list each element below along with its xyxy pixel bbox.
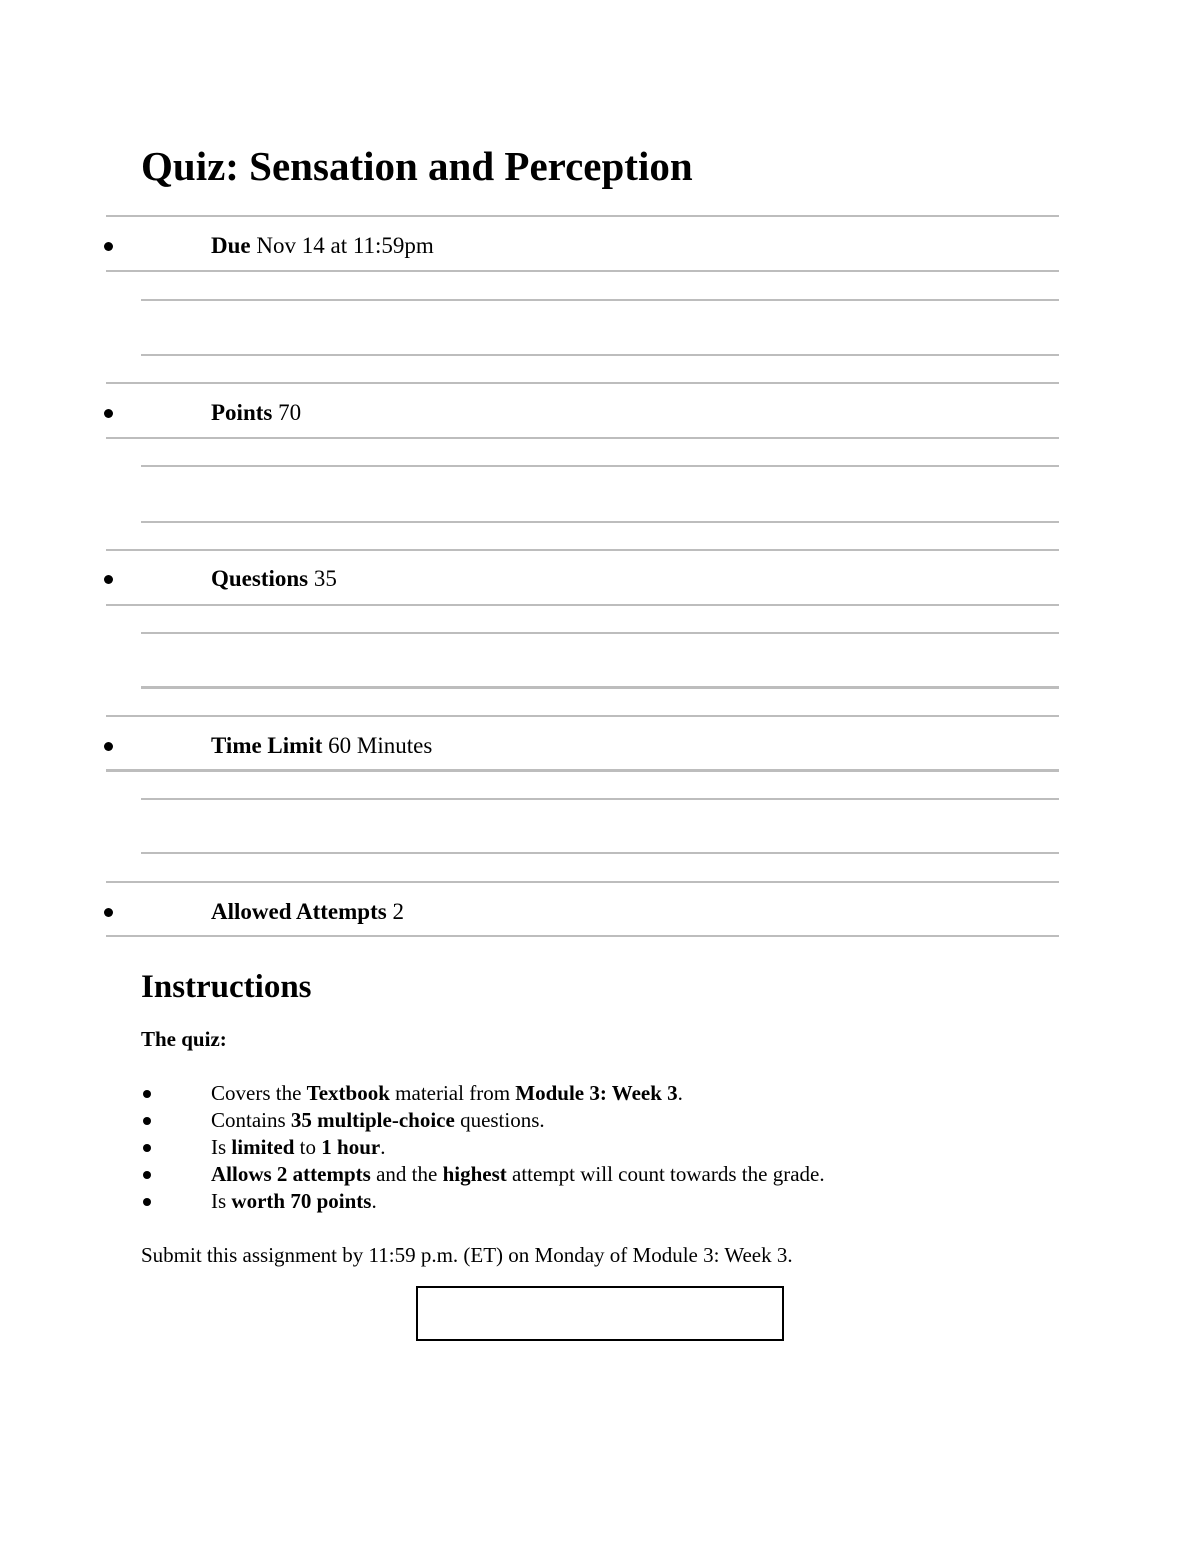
detail-due <box>0 230 1100 262</box>
text-run: Covers the <box>211 1081 307 1105</box>
detail-time-limit <box>0 730 1100 762</box>
empty-box <box>416 1286 784 1341</box>
text-run: questions. <box>454 1108 545 1132</box>
bullet-icon <box>104 575 113 584</box>
page-title: Quiz: Sensation and Perception <box>141 143 693 189</box>
bold-text: Allows 2 attempts <box>211 1162 371 1186</box>
detail-value: 2 <box>392 899 404 924</box>
divider <box>141 299 1059 301</box>
divider <box>106 549 1059 551</box>
divider <box>141 798 1059 800</box>
text-run: attempt will count towards the grade. <box>506 1162 825 1186</box>
quiz-intro: The quiz: <box>141 1027 227 1051</box>
text-run: . <box>380 1135 386 1159</box>
bullet-icon <box>104 742 113 751</box>
divider <box>141 521 1059 523</box>
detail-value: 70 <box>278 400 302 425</box>
bold-text: highest <box>442 1162 507 1186</box>
bullet-icon <box>143 1090 151 1098</box>
divider <box>106 715 1059 717</box>
detail-points <box>0 397 1100 429</box>
bullet-icon <box>143 1171 151 1179</box>
bold-text: worth 70 points <box>231 1189 372 1213</box>
detail-questions <box>0 563 1100 595</box>
detail-value: Nov 14 at 11:59pm <box>256 233 434 258</box>
detail-allowed-attempts <box>0 896 1100 928</box>
instructions-list <box>0 1080 1100 1215</box>
list-item-text <box>211 1107 545 1134</box>
divider <box>106 604 1059 606</box>
bullet-icon <box>143 1144 151 1152</box>
list-item-text <box>211 1188 377 1215</box>
divider <box>106 769 1059 772</box>
bold-text: 1 hour <box>321 1135 381 1159</box>
list-item <box>0 1188 1100 1215</box>
detail-label: Time Limit <box>211 733 323 758</box>
list-item <box>0 1134 1100 1161</box>
detail-label: Due <box>211 233 251 258</box>
divider <box>106 382 1059 384</box>
bullet-icon <box>143 1198 151 1206</box>
bold-text: Textbook <box>306 1081 390 1105</box>
bold-text: Module 3: Week 3 <box>515 1081 678 1105</box>
divider <box>106 935 1059 937</box>
bold-text: limited <box>231 1135 295 1159</box>
detail-label: Points <box>211 400 273 425</box>
divider <box>141 686 1059 689</box>
text-run: and the <box>370 1162 443 1186</box>
detail-label: Allowed Attempts <box>211 899 387 924</box>
bullet-icon <box>104 242 113 251</box>
divider <box>106 215 1059 217</box>
text-run: to <box>294 1135 322 1159</box>
divider <box>106 437 1059 439</box>
divider <box>141 465 1059 467</box>
bullet-icon <box>143 1117 151 1125</box>
list-item <box>0 1161 1100 1188</box>
divider <box>106 881 1059 883</box>
list-item-text <box>211 1161 825 1188</box>
text-run: . <box>371 1189 377 1213</box>
text-run: Is <box>211 1135 232 1159</box>
list-item <box>0 1080 1100 1107</box>
detail-value: 60 Minutes <box>328 733 433 758</box>
list-item <box>0 1107 1100 1134</box>
bold-text: 35 multiple-choice <box>290 1108 455 1132</box>
divider <box>141 354 1059 356</box>
text-run: . <box>677 1081 683 1105</box>
detail-label: Questions <box>211 566 309 591</box>
detail-value: 35 <box>313 566 337 591</box>
divider <box>106 270 1059 272</box>
text-run: Is <box>211 1189 232 1213</box>
submit-note: Submit this assignment by 11:59 p.m. (ET) on Monday of Module 3: Week 3. <box>141 1243 793 1267</box>
divider <box>141 852 1059 854</box>
divider <box>141 632 1059 634</box>
list-item-text <box>211 1080 683 1107</box>
bullet-icon <box>104 409 113 418</box>
list-item-text <box>211 1134 385 1161</box>
text-run: material from <box>389 1081 516 1105</box>
instructions-heading: Instructions <box>141 969 312 1005</box>
text-run: Contains <box>211 1108 291 1132</box>
bullet-icon <box>104 908 113 917</box>
